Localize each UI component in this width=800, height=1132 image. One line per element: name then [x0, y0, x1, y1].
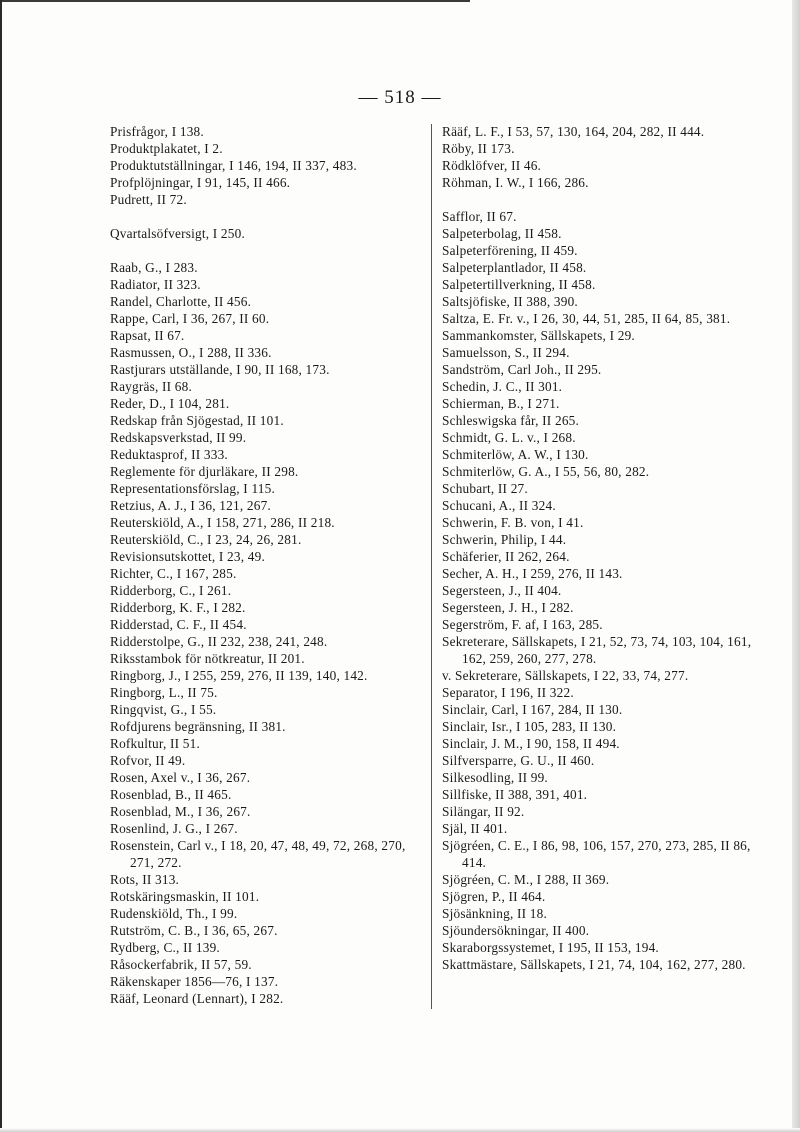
index-entry: Röby, II 173. [442, 141, 515, 156]
index-entry: Randel, Charlotte, II 456. [110, 294, 252, 309]
index-entry: Skattmästare, Sällskapets, I 21, 74, 104, 162, 277, 280. [442, 957, 746, 972]
index-entry: Sammankomster, Sällskapets, I 29. [442, 328, 635, 343]
index-entry: Ridderstolpe, G., II 232, 238, 241, 248. [110, 634, 328, 649]
index-entry: Rapsat, II 67. [110, 328, 185, 343]
index-entry: Schäferier, II 262, 264. [442, 549, 570, 564]
index-entry: Sillfiske, II 388, 391, 401. [442, 787, 588, 802]
index-entry: Röhman, I. W., I 166, 286. [442, 175, 589, 190]
index-entry: Silkesodling, II 99. [442, 770, 548, 785]
index-entry: Rofdjurens begränsning, II 381. [110, 719, 286, 734]
index-entry: Safflor, II 67. [442, 209, 517, 224]
index-column-left [110, 123, 428, 1007]
index-entry: Råsockerfabrik, II 57, 59. [110, 957, 252, 972]
index-entry: Reder, D., I 104, 281. [110, 396, 230, 411]
index-entry: Sjögren, P., II 464. [442, 889, 546, 904]
index-entry: Segersteen, J., II 404. [442, 583, 562, 598]
index-entry: Schedin, J. C., II 301. [442, 379, 563, 394]
index-entry: Sjögréen, C. M., I 288, II 369. [442, 872, 610, 887]
index-entry: Rofkultur, II 51. [110, 736, 201, 751]
section-gap [110, 242, 428, 259]
index-entry: Ridderstad, C. F., II 454. [110, 617, 247, 632]
index-entry: Sjögréen, C. E., I 86, 98, 106, 157, 270, 273, 285, II 86, 414. [442, 838, 751, 870]
index-entry: Schleswigska får, II 265. [442, 413, 580, 428]
index-entry: Rotskäringsmaskin, II 101. [110, 889, 260, 904]
index-entry: Schmiterlöw, G. A., I 55, 56, 80, 282. [442, 464, 650, 479]
index-entry: Pudrett, II 72. [110, 192, 187, 207]
index-entry: Själ, II 401. [442, 821, 508, 836]
index-entry: Ringqvist, G., I 55. [110, 702, 217, 717]
index-entry: Raab, G., I 283. [110, 260, 198, 275]
index-entry: Qvartalsöfversigt, I 250. [110, 226, 245, 241]
index-entry: Reuterskiöld, C., I 23, 24, 26, 281. [110, 532, 302, 547]
index-entry: Rots, II 313. [110, 872, 180, 887]
index-entry: Prisfrågor, I 138. [110, 124, 204, 139]
index-entry: Rääf, Leonard (Lennart), I 282. [110, 991, 284, 1006]
index-entry: Produktplakatet, I 2. [110, 141, 223, 156]
index-entry: Rydberg, C., II 139. [110, 940, 220, 955]
index-entry: Reduktasprof, II 333. [110, 447, 228, 462]
index-entry: Representationsförslag, I 115. [110, 481, 276, 496]
index-entry: Revisionsutskottet, I 23, 49. [110, 549, 266, 564]
index-entry: Salpeterplantlador, II 458. [442, 260, 587, 275]
index-entry: Segerström, F. af, I 163, 285. [442, 617, 603, 632]
index-entry: Ringborg, L., II 75. [110, 685, 218, 700]
index-entry: Segersteen, J. H., I 282. [442, 600, 574, 615]
index-entry: Rastjurars utställande, I 90, II 168, 173. [110, 362, 330, 377]
index-entry: Sjösänkning, II 18. [442, 906, 548, 921]
scan-top-edge [0, 0, 470, 2]
section-gap [442, 191, 764, 208]
index-entry: Redskapsverkstad, II 99. [110, 430, 247, 445]
index-entry: Schubart, II 27. [442, 481, 528, 496]
index-entry: Rudenskiöld, Th., I 99. [110, 906, 238, 921]
index-entry: Sekreterare, Sällskapets, I 21, 52, 73, 74, 103, 104, 161, 162, 259, 260, 277, 278. [442, 634, 752, 666]
index-entry: Schwerin, F. B. von, I 41. [442, 515, 584, 530]
index-entry: Sandström, Carl Joh., II 295. [442, 362, 602, 377]
index-entry: Rappe, Carl, I 36, 267, II 60. [110, 311, 270, 326]
index-entry: Sjöundersökningar, II 400. [442, 923, 590, 938]
index-entry: Redskap från Sjögestad, II 101. [110, 413, 284, 428]
index-entry: Rosenlind, J. G., I 267. [110, 821, 238, 836]
index-entry: Skaraborgssystemet, I 195, II 153, 194. [442, 940, 659, 955]
section-gap [110, 208, 428, 225]
scan-left-edge [0, 0, 2, 1132]
index-entry: Reglemente för djurläkare, II 298. [110, 464, 299, 479]
index-entry: Saltsjöfiske, II 388, 390. [442, 294, 578, 309]
index-entry: Rosenstein, Carl v., I 18, 20, 47, 48, 49, 72, 268, 270, 271, 272. [110, 838, 406, 870]
index-column-right [442, 123, 764, 973]
index-entry: Samuelsson, S., II 294. [442, 345, 570, 360]
index-entry: Rutström, C. B., I 36, 65, 267. [110, 923, 278, 938]
index-entry: Silfversparre, G. U., II 460. [442, 753, 595, 768]
index-entry: Secher, A. H., I 259, 276, II 143. [442, 566, 623, 581]
index-entry: Schucani, A., II 324. [442, 498, 556, 513]
index-entry: Separator, I 196, II 322. [442, 685, 574, 700]
column-divider [431, 124, 432, 1009]
index-entry: Schmiterlöw, A. W., I 130. [442, 447, 589, 462]
index-entry: Rosenblad, M., I 36, 267. [110, 804, 251, 819]
index-entry: Salpetertillverkning, II 458. [442, 277, 596, 292]
index-entry: Saltza, E. Fr. v., I 26, 30, 44, 51, 285, II 64, 85, 381. [442, 311, 731, 326]
index-entry: Produktutställningar, I 146, 194, II 337, 483. [110, 158, 357, 173]
scan-right-edge [792, 0, 800, 1132]
index-entry: Sinclair, Isr., I 105, 283, II 130. [442, 719, 617, 734]
index-entry: Sinclair, Carl, I 167, 284, II 130. [442, 702, 623, 717]
index-entry: Profplöjningar, I 91, 145, II 466. [110, 175, 291, 190]
index-entry: Rääf, L. F., I 53, 57, 130, 164, 204, 282, II 444. [442, 124, 705, 139]
index-entry: Salpeterbolag, II 458. [442, 226, 562, 241]
index-entry: Richter, C., I 167, 285. [110, 566, 237, 581]
index-entry: Ringborg, J., I 255, 259, 276, II 139, 140, 142. [110, 668, 368, 683]
index-entry: Rosen, Axel v., I 36, 267. [110, 770, 251, 785]
index-entry: Rödklöfver, II 46. [442, 158, 542, 173]
index-entry: Sinclair, J. M., I 90, 158, II 494. [442, 736, 620, 751]
index-entry: Radiator, II 323. [110, 277, 201, 292]
index-entry: Reuterskiöld, A., I 158, 271, 286, II 218. [110, 515, 335, 530]
index-entry: Schierman, B., I 271. [442, 396, 560, 411]
index-entry: Rosenblad, B., II 465. [110, 787, 232, 802]
index-entry: Raygräs, II 68. [110, 379, 193, 394]
index-entry: Salpeterförening, II 459. [442, 243, 578, 258]
index-entry: v. Sekreterare, Sällskapets, I 22, 33, 74, 277. [442, 668, 689, 683]
index-entry: Retzius, A. J., I 36, 121, 267. [110, 498, 271, 513]
index-entry: Schmidt, G. L. v., I 268. [442, 430, 576, 445]
index-entry: Ridderborg, K. F., I 282. [110, 600, 246, 615]
index-entry: Schwerin, Philip, I 44. [442, 532, 567, 547]
scan-bottom-edge [0, 1128, 800, 1132]
index-entry: Ridderborg, C., I 261. [110, 583, 232, 598]
page-number: — 518 — [358, 87, 442, 108]
index-entry: Räkenskaper 1856—76, I 137. [110, 974, 279, 989]
index-entry: Rasmussen, O., I 288, II 336. [110, 345, 272, 360]
index-entry: Rofvor, II 49. [110, 753, 186, 768]
index-entry: Silängar, II 92. [442, 804, 525, 819]
index-entry: Riksstambok för nötkreatur, II 201. [110, 651, 305, 666]
